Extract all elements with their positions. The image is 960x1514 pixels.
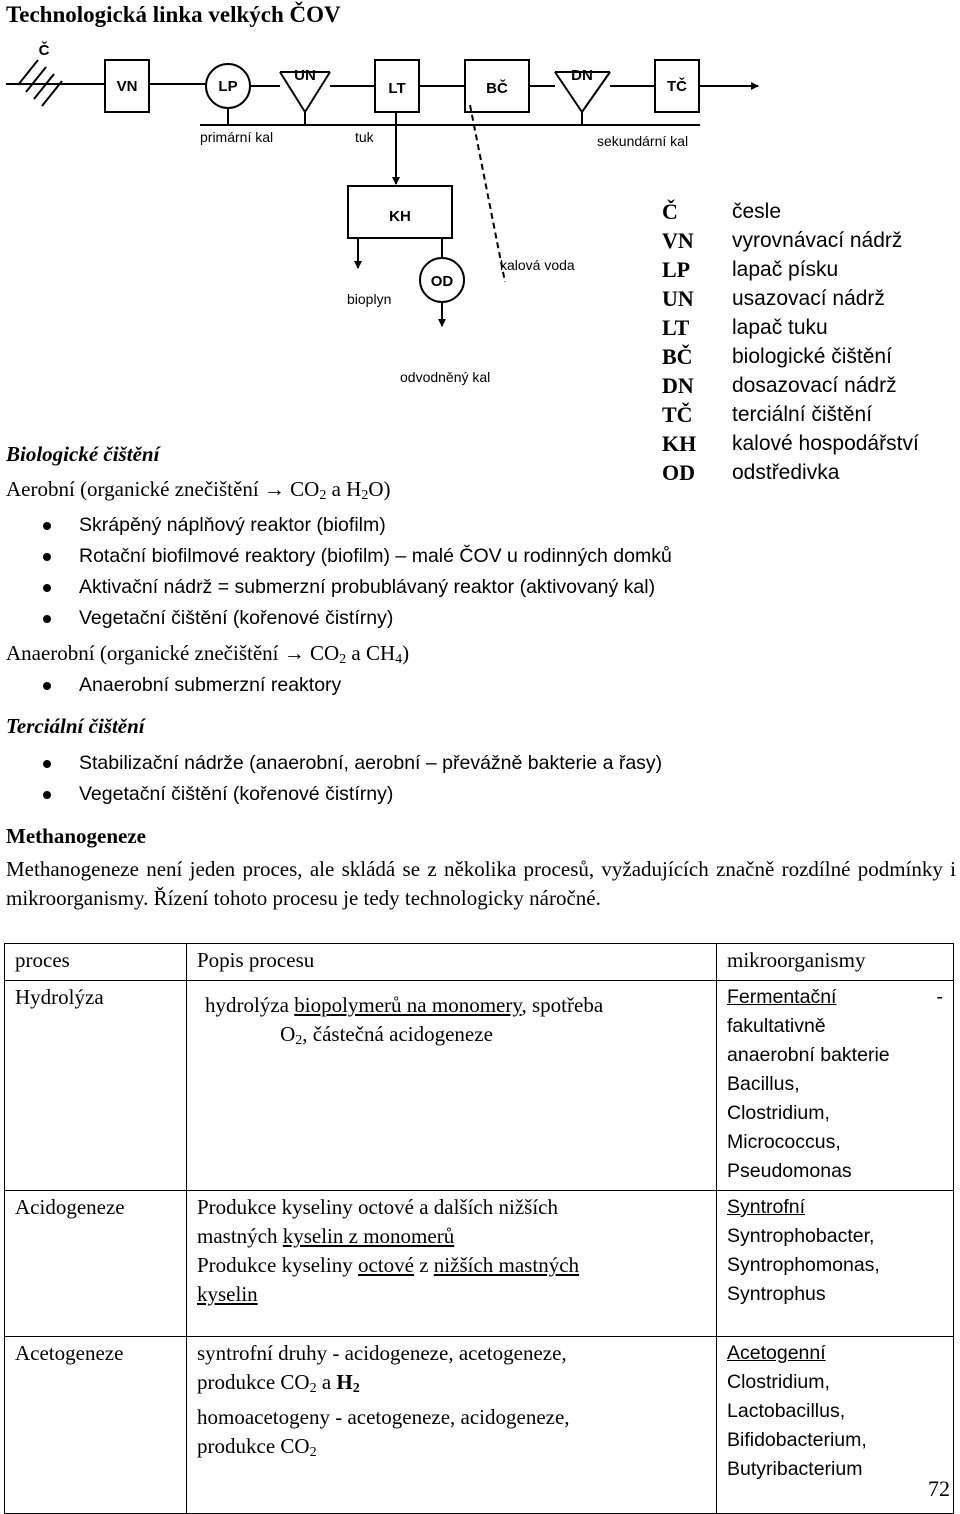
anaerobic-line: Anaerobní (organické znečištění → $CO_2$ a $CH_4$) [6,641,410,667]
legend-row [662,371,919,400]
legend-code: LT [662,315,690,340]
cell-hydrolyza-micro: Fermentační - fakultativně anaerobní bakterie Bacillus, Clostridium, Micrococcus, Pseudomonas [717,981,954,1191]
list-item: Rotační biofilmové reaktory (biofilm) – malé ČOV u rodinných domků [40,541,672,572]
tertiary-heading: Terciální čištění [6,714,145,738]
legend-code: LP [662,257,691,282]
label-kalova-voda: kalová voda [500,257,575,273]
legend-desc: dosazovací nádrž [732,374,897,397]
legend-desc: odstředivka [732,461,840,484]
node-label-c: Č [38,42,50,59]
process-table [4,943,954,1514]
legend-code: DN [662,373,694,398]
legend-desc: lapač tuku [732,316,828,339]
node-label-vn: VN [116,78,138,95]
node-label-tc: TČ [667,78,687,95]
legend-desc: usazovací nádrž [732,287,885,310]
header-popis: Popis procesu [187,944,717,981]
label-bioplyn: bioplyn [347,291,392,307]
legend-desc: vyrovnávací nádrž [732,229,903,252]
cell-acidogeneze: Acidogeneze [5,1191,187,1337]
legend-row [662,255,919,284]
label-sekundarni-kal: sekundární kal [597,133,689,149]
legend-code: BČ [662,344,693,369]
header-proces: proces [5,944,187,981]
cell-acetogeneze: Acetogeneze [5,1337,187,1514]
node-label-lt: LT [388,80,406,97]
tertiary-list [40,748,662,810]
page-number: 72 [928,1476,950,1501]
legend-desc: česle [732,200,782,223]
legend-row [662,313,919,342]
table-header-row [5,944,954,981]
aerobic-list [40,510,672,634]
cell-acidogeneze-desc: Produkce kyseliny octové a dalších nižších mastných kyselin z monomerů Produkce kyseliny octové z nižších mastných kyselin [187,1191,717,1337]
legend-row [662,342,919,371]
cell-acidogeneze-micro: Syntrofní Syntrophobacter, Syntrophomonas, Syntrophus [717,1191,954,1337]
header-mikroorganismy: mikroorganismy [717,944,954,981]
list-item: Vegetační čištění (kořenové čistírny) [40,603,672,634]
node-label-bc: BČ [486,80,508,97]
legend-row [662,226,919,255]
anaerobic-list [40,670,341,701]
page-title: Technologická linka velkých ČOV [6,2,341,27]
node-label-un: UN [294,67,316,84]
legend-row [662,197,919,226]
methanogenesis-paragraph: Methanogeneze není jeden proces, ale skládá se z několika procesů, vyžadujících značně rozdílné podmínky i mikroorganismy. Řízení tohoto procesu je tedy technologicky náročné. [6,857,956,910]
legend-desc: biologické čištění [732,345,892,368]
cell-hydrolyza: Hydrolýza [5,981,187,1191]
legend-code: TČ [662,402,693,427]
node-label-od: OD [430,273,454,290]
node-label-lp: LP [218,78,238,95]
cell-acetogeneze-micro: Acetogenní Clostridium, Lactobacillus, Bifidobacterium, Butyribacterium [717,1337,954,1514]
list-item: Anaerobní submerzní reaktory [40,670,341,701]
legend-code: KH [662,431,697,456]
legend-code: UN [662,286,694,311]
legend-desc: kalové hospodářství [732,432,919,455]
node-label-kh: KH [389,208,411,225]
table-row [5,1337,954,1514]
legend-code: Č [662,199,678,224]
legend-code: OD [662,460,695,485]
cell-hydrolyza-desc: hydrolýza biopolymerů na monomery, spotřeba $O_2$, částečná acidogeneze [187,981,717,1191]
table-row [5,1191,954,1337]
aerobic-line: Aerobní (organické znečištění → $CO_2$ a $H_2O$) [6,477,391,503]
list-item: Vegetační čištění (kořenové čistírny) [40,779,662,810]
label-tuk: tuk [355,129,374,145]
legend-row [662,400,919,429]
methanogenesis-heading: Methanogeneze [6,824,146,848]
list-item: Skrápěný náplňový reaktor (biofilm) [40,510,672,541]
node-label-dn: DN [571,67,593,84]
legend-desc: lapač písku [732,258,839,281]
legend-row [662,284,919,313]
label-odvodneny-kal: odvodněný kal [400,369,491,385]
cell-acetogeneze-desc: syntrofní druhy - acidogeneze, acetogeneze, produkce $CO_2$ a $H_2$ homoacetogeny - acetogeneze, acidogeneze, produkce $CO_2$ [187,1337,717,1514]
label-primarni-kal: primární kal [200,129,274,145]
bio-heading: Biologické čištění [6,442,160,466]
list-item: Aktivační nádrž = submerzní probublávaný reaktor (aktivovaný kal) [40,572,672,603]
legend-desc: terciální čištění [732,403,873,426]
list-item: Stabilizační nádrže (anaerobní, aerobní – převážně bakterie a řasy) [40,748,662,779]
legend-code: VN [662,228,694,253]
table-row [5,981,954,1191]
